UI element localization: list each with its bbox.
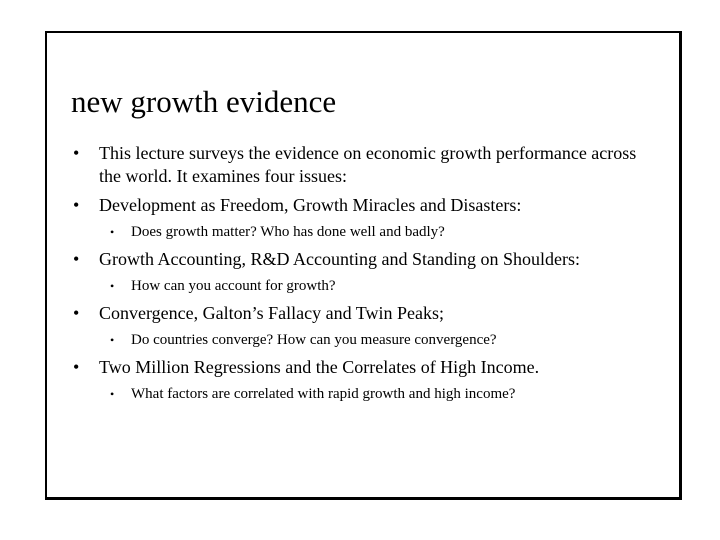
bullet-text: This lecture surveys the evidence on economic growth performance across the world. It examines four issues:: [99, 143, 637, 186]
sub-bullet-marker: •: [110, 225, 115, 239]
bullet-text: Development as Freedom, Growth Miracles and Disasters:: [99, 195, 522, 215]
sub-bullet-marker: •: [110, 333, 115, 347]
sub-bullet-marker: •: [110, 279, 115, 293]
bullet-marker: •: [73, 303, 80, 323]
sub-bullet-text: Do countries converge? How can you measure convergence?: [131, 332, 497, 348]
bullet-text: Convergence, Galton’s Fallacy and Twin Peaks;: [99, 303, 445, 323]
bullet-marker: •: [73, 357, 80, 377]
sub-bullet-text: How can you account for growth?: [131, 278, 336, 294]
sub-bullet-text: What factors are correlated with rapid growth and high income?: [131, 386, 516, 402]
bullet-text: Two Million Regressions and the Correlates of High Income.: [99, 357, 540, 377]
bullet-text: Growth Accounting, R&D Accounting and Standing on Shoulders:: [99, 249, 580, 269]
bullet-marker: •: [73, 195, 80, 215]
bullet-marker: •: [73, 143, 80, 163]
slide-title: new growth evidence: [71, 84, 337, 119]
sub-bullet-text: Does growth matter? Who has done well and badly?: [131, 224, 445, 240]
bullet-marker: •: [73, 249, 80, 269]
sub-bullet-marker: •: [110, 387, 115, 401]
